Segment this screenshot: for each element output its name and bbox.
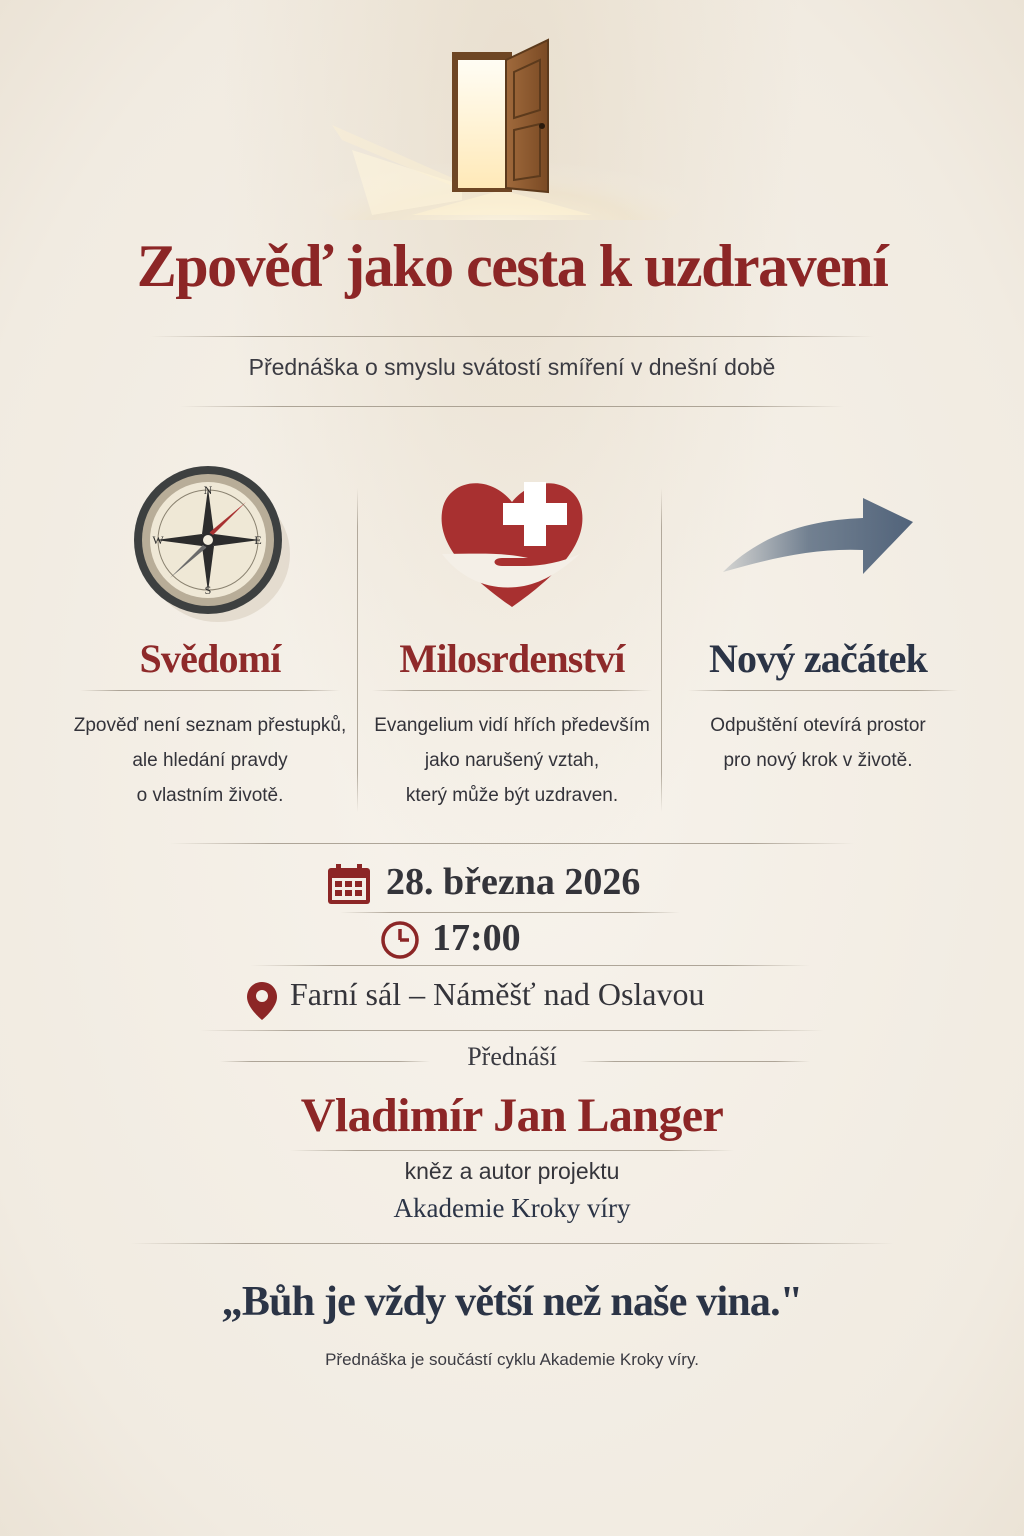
divider <box>130 1243 894 1244</box>
svg-text:N: N <box>203 483 213 497</box>
pillar-heading: Nový začátek <box>708 636 928 681</box>
divider <box>80 690 340 691</box>
lecturer-role: kněz a autor projektu <box>404 1158 620 1184</box>
clock-icon <box>380 920 420 960</box>
page-subtitle: Přednáška o smyslu svátostí smíření v dnešní době <box>248 354 776 380</box>
svg-text:E: E <box>254 533 262 547</box>
divider <box>372 690 652 691</box>
quote: „Bůh je vždy větší než naše vina." <box>221 1279 803 1325</box>
divider <box>250 965 810 966</box>
pillar-mercy <box>362 462 662 813</box>
lecturer-label: Přednáší <box>467 1042 557 1071</box>
pillar-heading: Svědomí <box>139 636 281 681</box>
divider <box>340 912 680 913</box>
open-door-icon <box>312 30 712 220</box>
event-location: Farní sál – Náměšť nad Oslavou <box>290 976 705 1012</box>
divider <box>290 1150 734 1151</box>
pillar-description: Zpověď není seznam přestupků, ale hledání pravdy o vlastním životě. <box>73 715 347 806</box>
pillar-heading: Milosrdenství <box>399 636 625 681</box>
pillar-conscience <box>60 462 360 813</box>
svg-text:W: W <box>152 533 164 547</box>
event-date: 28. března 2026 <box>386 861 641 903</box>
lecturer-organization: Akademie Kroky víry <box>393 1193 631 1223</box>
event-time: 17:00 <box>432 917 521 959</box>
heart-cross-hand-icon <box>432 462 592 622</box>
divider <box>200 1030 824 1031</box>
arrow-right-icon <box>713 462 953 622</box>
divider <box>170 843 854 844</box>
page-title: Zpověď jako cesta k uzdravení <box>136 233 888 299</box>
calendar-icon <box>326 862 372 906</box>
footer-note: Přednáška je součástí cyklu Akademie Kroky víry. <box>325 1350 699 1369</box>
lecturer-name: Vladimír Jan Langer <box>300 1089 724 1142</box>
location-pin-icon <box>245 980 279 1022</box>
divider <box>180 406 844 407</box>
pillar-description: Evangelium vidí hřích především jako narušený vztah, který může být uzdraven. <box>374 715 650 806</box>
compass-icon <box>130 462 290 622</box>
pillar-new-beginning <box>668 462 968 778</box>
svg-text:S: S <box>204 583 212 597</box>
divider <box>150 336 874 337</box>
pillar-description: Odpuštění otevírá prostor pro nový krok v životě. <box>710 715 926 771</box>
divider <box>688 690 958 691</box>
